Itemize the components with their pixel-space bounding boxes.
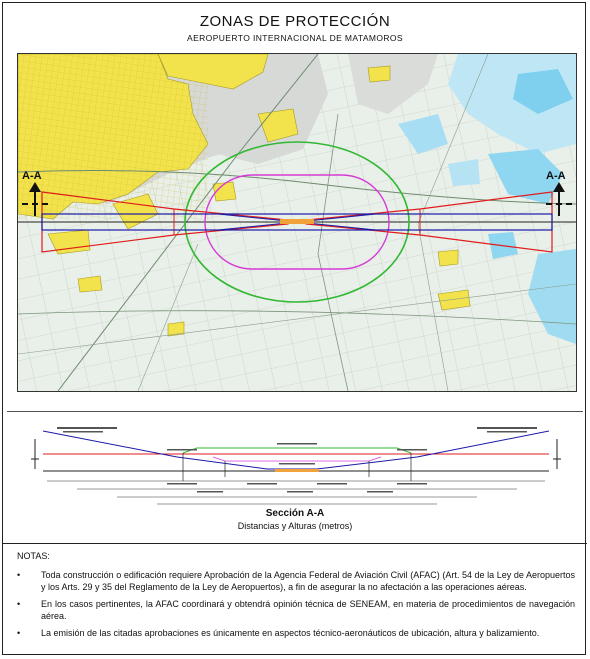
note-text: La emisión de las citadas aprobaciones es únicamente en aspectos técnico-aeronáuticos de ubicación, altura y balizamiento. [41, 628, 540, 638]
profile-annotation [197, 491, 223, 493]
profile-annotation [477, 427, 537, 429]
protection-zones-sheet [2, 2, 586, 655]
urban-patch-7 [438, 250, 458, 266]
note-item [17, 598, 575, 622]
profile-annotation [367, 491, 393, 493]
map-canvas [18, 54, 576, 391]
notes-list [17, 569, 575, 644]
note-bullet: • [17, 570, 21, 580]
section-title: Sección A-A [265, 508, 325, 519]
section-profile-canvas [17, 419, 575, 507]
profile-runway [275, 469, 319, 472]
profile-annotation [167, 483, 197, 485]
profile-left-end-mark [31, 439, 39, 469]
profile-annotation [397, 483, 427, 485]
profile-annotation [397, 449, 427, 451]
note-text: En los casos pertinentes, la AFAC coordinará y obtendrá opinión técnica de SENEAM, en materia de procedimientos de navegación aérea. [41, 599, 575, 621]
urban-streets [18, 54, 208, 219]
profile-conical-surface [183, 448, 411, 453]
note-item [17, 569, 575, 593]
separator-map-section [7, 411, 583, 412]
profile-annotation [57, 427, 117, 429]
section-subtitle: Distancias y Alturas (metros) [237, 521, 353, 531]
protection-zones-map [17, 53, 577, 392]
note-bullet: • [17, 599, 21, 609]
profile-annotation [279, 463, 315, 465]
profile-annotation [63, 431, 103, 433]
profile-annotation [167, 449, 197, 451]
profile-annotation [247, 483, 277, 485]
notes-heading: NOTAS: [17, 551, 50, 561]
section-marker-right-label: A-A [546, 170, 566, 182]
runway [280, 219, 314, 224]
profile-right-end-mark [553, 439, 561, 469]
separator-notes [3, 543, 587, 544]
profile-annotation [287, 491, 313, 493]
profile-inner-surface [213, 457, 381, 461]
urban-patch-8 [78, 276, 102, 292]
section-marker-left-label: A-A [22, 170, 42, 182]
page-subtitle: AEROPUERTO INTERNACIONAL DE MATAMOROS [187, 33, 403, 43]
page-title: ZONAS DE PROTECCIÓN [199, 13, 391, 30]
profile-annotation [317, 483, 347, 485]
note-text: Toda construcción o edificación requiere Aprobación de la Agencia Federal de Aviación Civil (AFAC) (Art. 54 de la Ley de Aeropuertos y los Arts. 29 y 35 del Reglamento de la Ley de Aeropuertos), a fin de asegurar la no afectación a las operaciones aéreas. [41, 570, 575, 592]
profile-annotation [277, 443, 317, 445]
urban-patch-6 [368, 66, 390, 82]
note-bullet: • [17, 628, 21, 638]
profile-annotation [487, 431, 527, 433]
note-item [17, 627, 575, 639]
section-profile-drawing [17, 419, 575, 507]
